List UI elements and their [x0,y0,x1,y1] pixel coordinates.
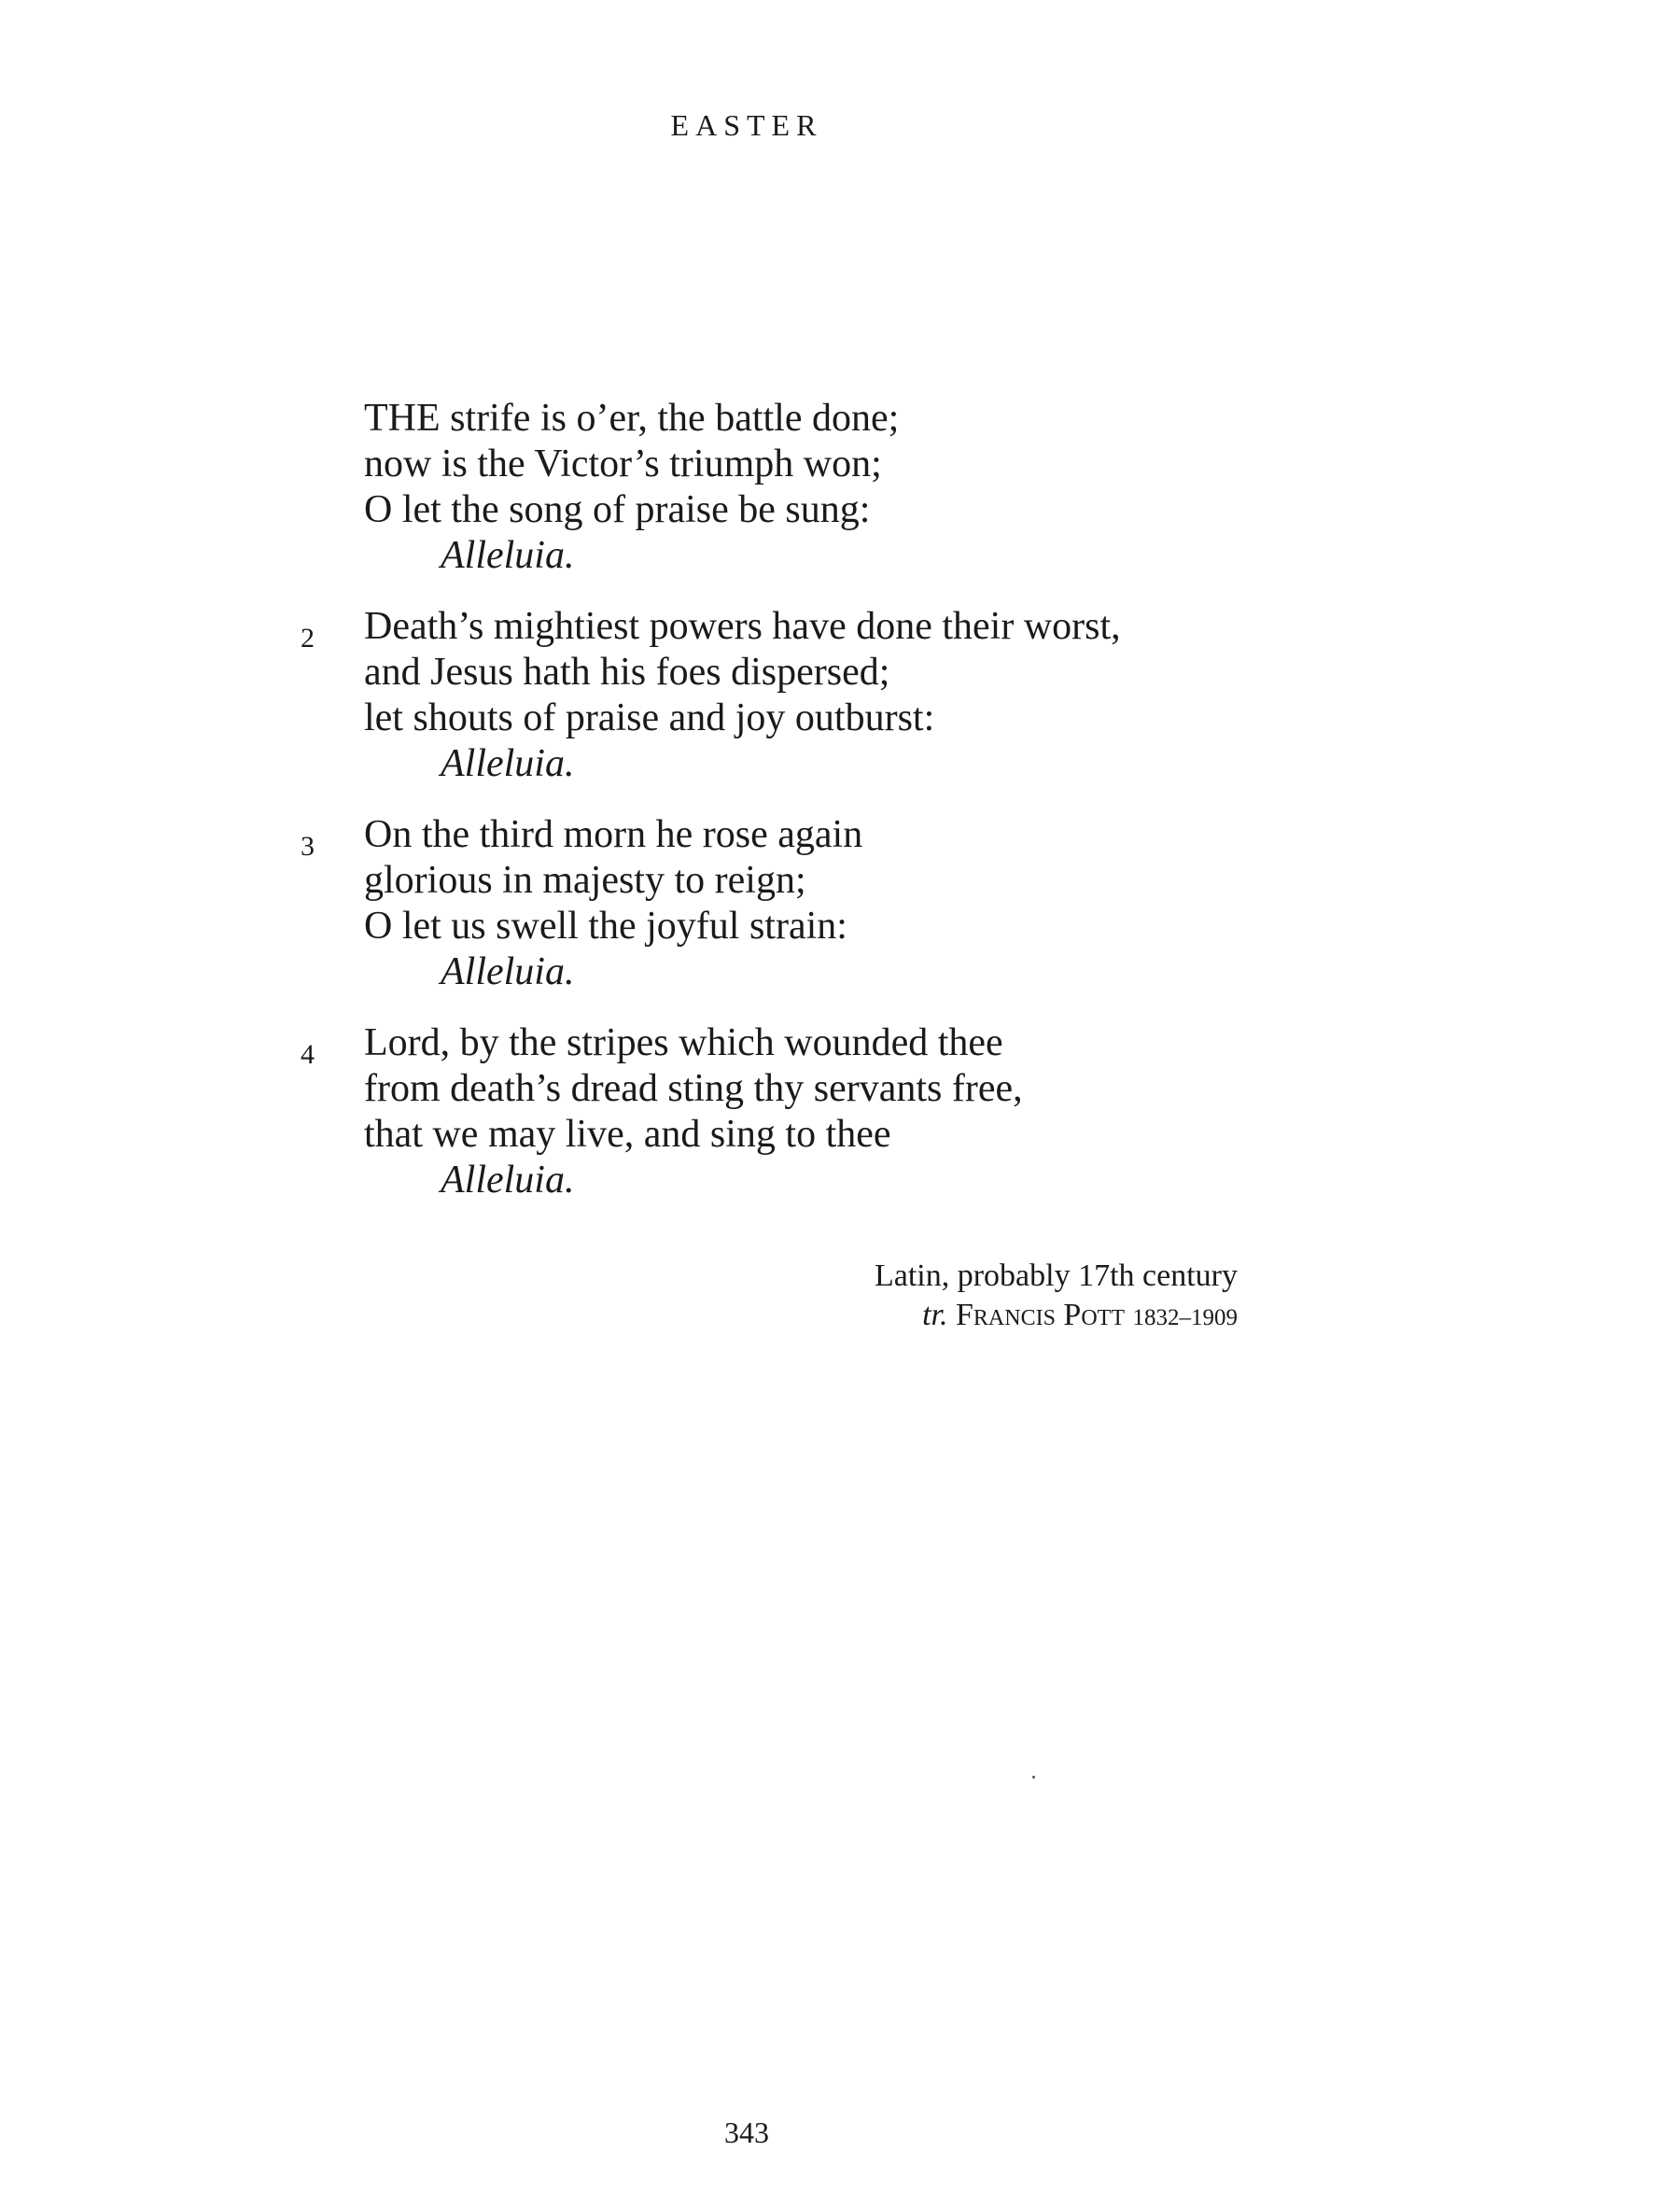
verse-line: glorious in majesty to reign; [364,859,806,902]
verse-number: 4 [301,1039,315,1070]
verse-line: Lord, by the stripes which wounded thee [364,1021,1003,1064]
verse-number: 3 [301,831,315,862]
verse-number: 2 [301,623,315,654]
verse-line: now is the Victor’s triumph won; [364,443,882,485]
verse-line: On the third morn he rose again [364,813,863,856]
verse-line: let shouts of praise and joy outburst: [364,696,935,739]
refrain: Alleluia. [441,1159,575,1202]
verse-2 [280,604,1307,787]
verse-line: Death’s mightiest powers have done their worst, [364,605,1121,648]
verse-1 [280,396,1307,579]
hymn-text [280,396,1307,1229]
page-header: EASTER [670,108,823,142]
translator-prefix: tr. [922,1298,948,1332]
attribution [653,1257,1238,1338]
translator-name: Francis Pott [956,1298,1125,1332]
refrain: Alleluia. [441,742,575,785]
refrain: Alleluia. [441,950,575,993]
refrain: Alleluia. [441,534,575,577]
verse-3 [280,812,1307,995]
source-line: Latin, probably 17th century [874,1258,1238,1293]
translator-line [653,1296,1238,1338]
verse-line: and Jesus hath his foes dispersed; [364,651,890,694]
verse-line: THE strife is o’er, the battle done; [364,397,900,440]
verse-line: O let the song of praise be sung: [364,488,871,531]
translator-years: 1832–1909 [1132,1305,1238,1330]
print-speck [1032,1776,1035,1778]
verse-line: O let us swell the joyful strain: [364,905,847,948]
page-number: 343 [724,2116,769,2149]
verse-line: from death’s dread sting thy servants free, [364,1067,1023,1110]
verse-4 [280,1020,1307,1203]
verse-line: that we may live, and sing to thee [364,1113,891,1156]
